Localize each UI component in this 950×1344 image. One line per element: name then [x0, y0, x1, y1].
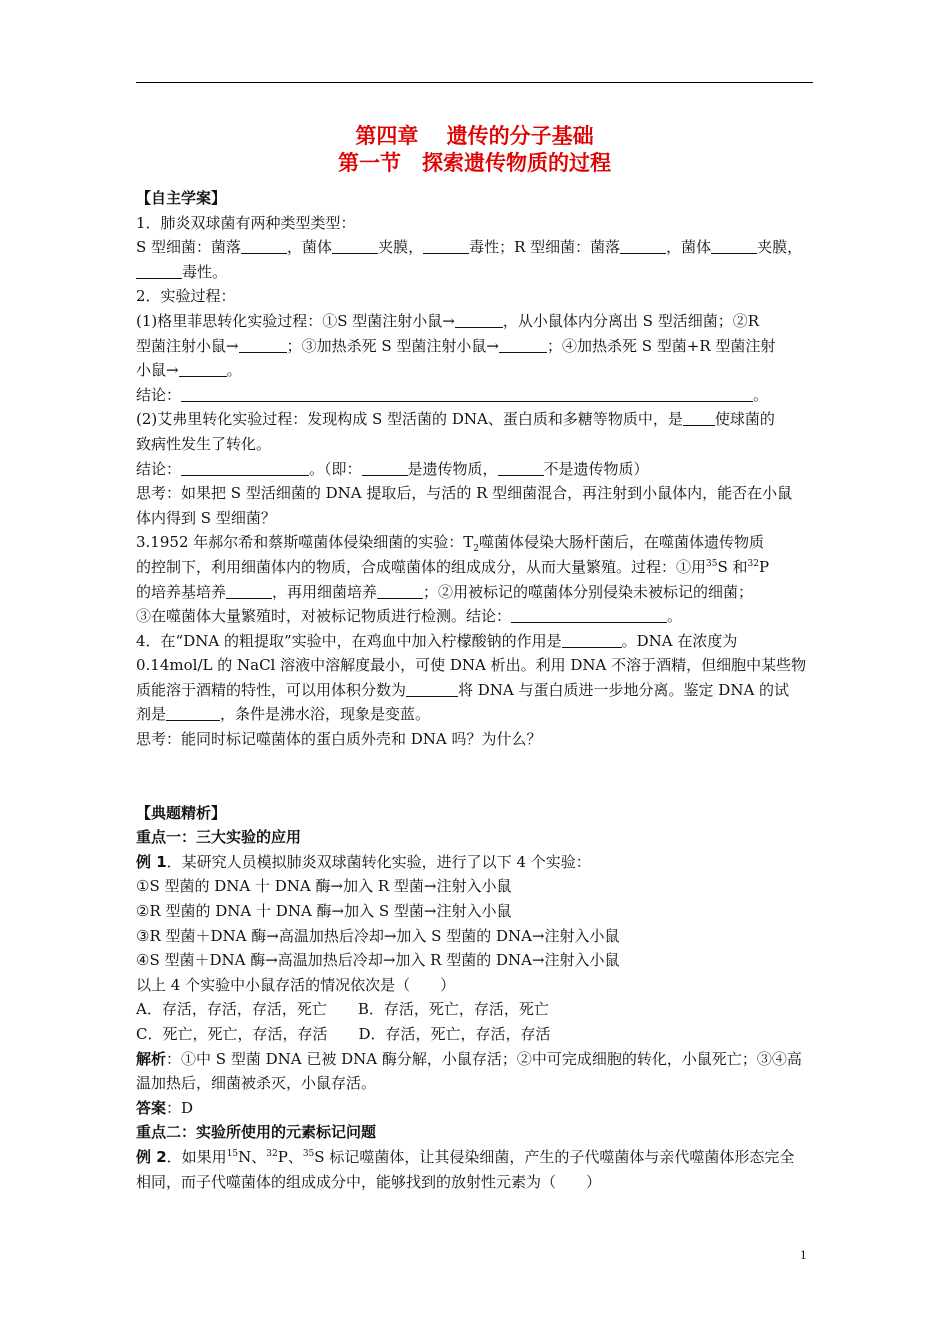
examples-heading: 【典题精析】	[136, 803, 227, 822]
key-point-1: 重点一：三大实验的应用	[136, 828, 302, 847]
q4-line4: 剂是 ，条件是沸水浴，现象是变蓝。	[136, 705, 431, 724]
blank[interactable]	[179, 361, 227, 377]
option-b: B．存活，死亡，存活，死亡	[357, 1000, 549, 1019]
blank[interactable]	[683, 410, 715, 426]
blank[interactable]	[511, 607, 667, 623]
q2-title: 2．实验过程：	[136, 287, 236, 306]
q3-line4: ③在噬菌体大量繁殖时，对被标记物质进行检测。结论： 。	[136, 607, 683, 626]
example-1-options-cd	[136, 1022, 819, 1047]
blank[interactable]	[226, 583, 272, 599]
think-2: 思考：能同时标记噬菌体的蛋白质外壳和 DNA 吗？为什么？	[136, 730, 542, 749]
blank[interactable]	[136, 263, 182, 279]
blank[interactable]	[711, 238, 757, 254]
example-1-stem: 例 1．某研究人员模拟肺炎双球菌转化实验，进行了以下 4 个实验：	[136, 852, 591, 871]
example-2-line1: 例 2．如果用$^{15}$N、$^{32}$P、$^{35}$S 标记噬菌体，让其侵染细菌，产生的子代噬菌体与亲代噬菌体形态完全	[136, 1147, 795, 1166]
blank[interactable]	[562, 632, 622, 648]
blank[interactable]	[239, 337, 287, 353]
option-d: D．存活，死亡，存活，存活	[358, 1025, 551, 1043]
example-1-item: ①S 型菌的 DNA 十 DNA 酶→加入 R 型菌→注射入小鼠	[136, 877, 512, 896]
think-1-line1: 思考：如果把 S 型活细菌的 DNA 提取后，与活的 R 型细菌混合，再注射到小鼠体内，能否在小鼠	[136, 484, 793, 503]
blank[interactable]	[166, 705, 220, 721]
section-title: 第一节 探索遗传物质的过程	[338, 151, 611, 175]
key-point-2: 重点二：实验所使用的元素标记问题	[136, 1123, 377, 1142]
q2-3-line: 小鼠→ 。	[136, 361, 242, 380]
chapter-title: 第四章 遗传的分子基础	[355, 124, 594, 148]
blank[interactable]	[377, 583, 423, 599]
blank[interactable]	[332, 238, 378, 254]
example-2-line2: 相同，而子代噬菌体的组成成分中，能够找到的放射性元素为（ ）	[136, 1172, 602, 1191]
q2-1-line: (1)格里菲思转化实验过程：①S 型菌注射小鼠→ ，从小鼠体内分离出 S 型活细菌；②R	[136, 311, 759, 330]
example-1-options-ab	[136, 997, 819, 1022]
blank[interactable]	[620, 238, 666, 254]
blank[interactable]	[181, 460, 309, 476]
example-1-item: ②R 型菌的 DNA 十 DNA 酶→加入 S 型菌→注射入小鼠	[136, 902, 512, 921]
blank[interactable]	[423, 238, 469, 254]
document-body	[136, 186, 819, 1194]
q1-title: 1．肺炎双球菌有两种类型类型：	[136, 213, 356, 232]
conclusion-2: 结论： 。（即： 是遗传物质， 不是遗传物质）	[136, 459, 649, 478]
q3-line3: 的培养基培养 ，再用细菌培养 ；②用被标记的噬菌体分别侵染未被标记的细菌；	[136, 582, 754, 601]
q2-2-line: 型菌注射小鼠→ ；③加热杀死 S 型菌注射小鼠→ ；④加热杀死 S 型菌+R 型菌注射	[136, 336, 776, 355]
blank[interactable]	[499, 337, 547, 353]
blank[interactable]	[498, 460, 544, 476]
example-1-item: ④S 型菌＋DNA 酶→高温加热后冷却→加入 R 型菌的 DNA→注射入小鼠	[136, 951, 620, 970]
blank[interactable]	[455, 312, 503, 328]
blank[interactable]	[406, 681, 458, 697]
conclusion-1: 结论： 。	[136, 385, 769, 404]
q4-line3: 质能溶于酒精的特性，可以用体积分数为 将 DNA 与蛋白质进一步地分离。鉴定 DNA 的试	[136, 680, 790, 699]
self-study-heading: 【自主学案】	[136, 189, 227, 207]
analysis-line1: 解析：①中 S 型菌 DNA 已被 DNA 酶分解，小鼠存活；②中可完成细胞的转化，小鼠死亡；③④高	[136, 1049, 802, 1068]
q4-line2: 0.14mol/L 的 NaCl 溶液中溶解度最小，可使 DNA 析出。利用 DNA 不溶于酒精，但细胞中某些物	[136, 656, 807, 675]
blank[interactable]	[362, 460, 408, 476]
q3-line2: 的控制下，利用细菌体内的物质，合成噬菌体的组成成分，从而大量繁殖。过程：①用$^{35}$S 和$^{32}$P	[136, 557, 770, 576]
page-number: 1	[800, 1247, 807, 1262]
analysis-line2: 温加热后，细菌被杀灭，小鼠存活。	[136, 1074, 377, 1093]
option-a: A．存活，存活，存活，死亡	[136, 1000, 327, 1019]
think-1-line2: 体内得到 S 型细菌？	[136, 508, 276, 527]
q2-avery-line1: (2)艾弗里转化实验过程：发现构成 S 型活菌的 DNA、蛋白质和多糖等物质中，是 使球菌的	[136, 410, 775, 429]
blank[interactable]	[181, 386, 753, 402]
example-1-item: ③R 型菌＋DNA 酶→高温加热后冷却→加入 S 型菌的 DNA→注射入小鼠	[136, 926, 620, 945]
q1-line: S 型细菌：菌落 ，菌体 夹膜， 毒性；R 型细菌：菌落 ，菌体 夹膜，	[136, 238, 803, 257]
q3-line1: 3.1952 年郝尔希和蔡斯噬菌体侵染细菌的实验：$T_2$噬菌体侵染大肠杆菌后，在噬菌体遗传物质	[136, 533, 765, 555]
header-rule	[136, 82, 813, 83]
blank[interactable]	[241, 238, 287, 254]
example-1-question: 以上 4 个实验中小鼠存活的情况依次是（ ）	[136, 975, 456, 994]
option-c: C．死亡，死亡，存活，存活	[136, 1025, 328, 1043]
answer: 答案：D	[136, 1098, 194, 1117]
q4-line1: 4．在“DNA 的粗提取”实验中，在鸡血中加入柠檬酸钠的作用是 。DNA 在浓度为	[136, 631, 738, 650]
q2-avery-line2: 致病性发生了转化。	[136, 434, 272, 453]
q1-tail: 毒性。	[136, 260, 819, 285]
